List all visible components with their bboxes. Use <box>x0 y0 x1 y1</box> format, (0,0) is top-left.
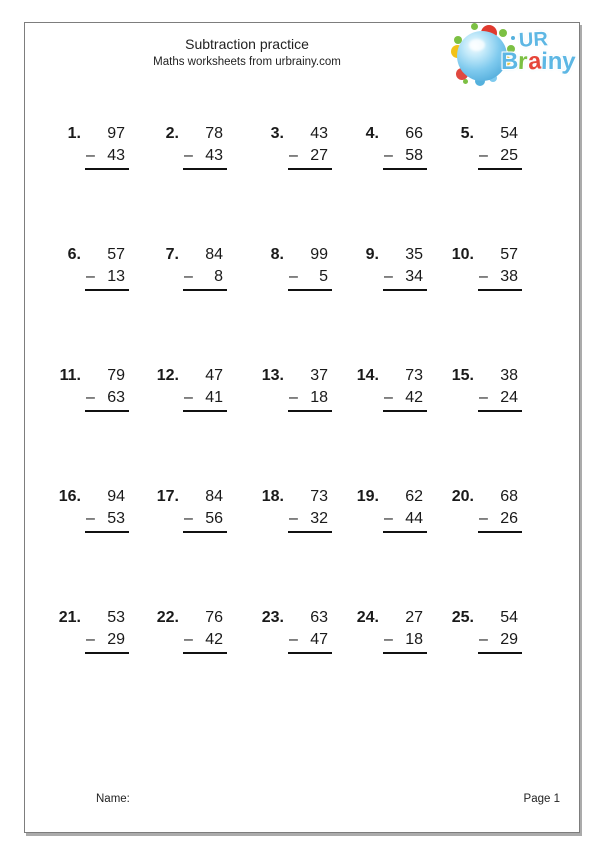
problem-calc <box>478 123 522 170</box>
logo-dot <box>511 36 515 40</box>
minuend: 43 <box>310 125 328 142</box>
minus-sign: – <box>384 147 393 164</box>
subtrahend-row <box>478 629 522 654</box>
logo-letter: B <box>501 48 519 75</box>
problem-calc <box>478 365 522 412</box>
minuend: 79 <box>107 367 125 384</box>
subtraction-problem <box>252 607 347 728</box>
subtraction-problem <box>347 486 442 607</box>
subtrahend: 13 <box>107 268 125 285</box>
problem-calc <box>383 123 427 170</box>
problem-number: 7. <box>165 246 179 263</box>
subtrahend-row <box>183 387 227 412</box>
subtrahend-row <box>183 266 227 291</box>
worksheet-page <box>24 22 580 833</box>
minus-sign: – <box>86 147 95 164</box>
minuend: 99 <box>310 246 328 263</box>
subtrahend-row <box>85 145 129 170</box>
problem-calc <box>478 607 522 654</box>
problem-number: 21. <box>58 609 81 626</box>
minuend: 76 <box>205 609 223 626</box>
problem-calc <box>478 486 522 533</box>
subtrahend-row <box>478 387 522 412</box>
problem-number: 22. <box>156 609 179 626</box>
minuend: 57 <box>500 246 518 263</box>
minus-sign: – <box>86 510 95 527</box>
problem-calc <box>183 244 227 291</box>
minus-sign: – <box>289 147 298 164</box>
minuend: 94 <box>107 488 125 505</box>
logo-letter: y <box>561 47 577 76</box>
problem-calc <box>288 486 332 533</box>
logo-letter: a <box>526 47 543 76</box>
minus-sign: – <box>86 268 95 285</box>
minus-sign: – <box>479 268 488 285</box>
subtrahend: 44 <box>405 510 423 527</box>
logo-dot <box>499 29 507 37</box>
minuend: 78 <box>205 125 223 142</box>
subtraction-problem <box>252 244 347 365</box>
subtraction-problem <box>442 486 522 607</box>
subtrahend: 53 <box>107 510 125 527</box>
minuend: 66 <box>405 125 423 142</box>
subtraction-problem <box>49 365 147 486</box>
logo-dot <box>463 79 468 84</box>
minus-sign: – <box>479 631 488 648</box>
problem-calc <box>183 486 227 533</box>
problem-calc <box>288 607 332 654</box>
problem-number: 25. <box>451 609 474 626</box>
subtrahend-row <box>383 145 427 170</box>
minuend: 54 <box>500 125 518 142</box>
problem-calc <box>183 123 227 170</box>
minuend: 27 <box>405 609 423 626</box>
subtrahend: 18 <box>310 389 328 406</box>
subtrahend: 18 <box>405 631 423 648</box>
subtrahend: 41 <box>205 389 223 406</box>
problem-calc <box>85 486 129 533</box>
subtraction-problem <box>49 607 147 728</box>
subtraction-problem <box>147 244 252 365</box>
subtraction-problem <box>147 123 252 244</box>
problem-number: 11. <box>59 367 81 384</box>
problem-number: 23. <box>261 609 284 626</box>
subtrahend-row <box>183 508 227 533</box>
subtrahend: 58 <box>405 147 423 164</box>
subtrahend-row <box>383 387 427 412</box>
subtrahend: 43 <box>205 147 223 164</box>
page-footer <box>96 793 560 805</box>
minus-sign: – <box>86 631 95 648</box>
problem-calc <box>183 607 227 654</box>
problem-number: 15. <box>451 367 474 384</box>
problem-calc <box>85 607 129 654</box>
subtraction-problem <box>252 365 347 486</box>
subtrahend: 56 <box>205 510 223 527</box>
minuend: 68 <box>500 488 518 505</box>
minuend: 97 <box>107 125 125 142</box>
subtrahend-row <box>383 629 427 654</box>
subtraction-problem <box>49 123 147 244</box>
problem-number: 5. <box>460 125 474 142</box>
minuend: 73 <box>310 488 328 505</box>
problem-calc <box>85 365 129 412</box>
subtraction-problem <box>49 244 147 365</box>
page-title: Subtraction practice <box>185 36 309 52</box>
problem-number: 18. <box>261 488 284 505</box>
subtraction-problem <box>147 607 252 728</box>
minus-sign: – <box>384 268 393 285</box>
minus-sign: – <box>289 631 298 648</box>
subtraction-problem <box>347 244 442 365</box>
problem-number: 9. <box>365 246 379 263</box>
problems-grid <box>49 123 522 728</box>
minus-sign: – <box>86 389 95 406</box>
subtraction-problem <box>49 486 147 607</box>
subtrahend-row <box>478 266 522 291</box>
minus-sign: – <box>384 389 393 406</box>
problem-number: 12. <box>156 367 179 384</box>
problem-number: 1. <box>67 125 81 142</box>
problem-calc <box>383 244 427 291</box>
minuend: 47 <box>205 367 223 384</box>
urbrainy-logo <box>453 28 578 90</box>
subtrahend: 5 <box>319 268 328 285</box>
subtrahend-row <box>478 508 522 533</box>
minuend: 62 <box>405 488 423 505</box>
subtraction-problem <box>347 365 442 486</box>
subtrahend: 25 <box>500 147 518 164</box>
problem-number: 4. <box>365 125 379 142</box>
minuend: 37 <box>310 367 328 384</box>
problem-number: 20. <box>451 488 474 505</box>
subtrahend: 29 <box>500 631 518 648</box>
subtrahend-row <box>288 266 332 291</box>
problem-number: 8. <box>270 246 284 263</box>
subtrahend: 29 <box>107 631 125 648</box>
problem-calc <box>383 365 427 412</box>
minuend: 35 <box>405 246 423 263</box>
problem-calc <box>288 244 332 291</box>
problem-number: 24. <box>356 609 379 626</box>
minus-sign: – <box>479 389 488 406</box>
subtrahend-row <box>478 145 522 170</box>
problem-calc <box>85 123 129 170</box>
problem-number: 6. <box>67 246 81 263</box>
subtrahend: 26 <box>500 510 518 527</box>
minuend: 53 <box>107 609 125 626</box>
problem-number: 10. <box>451 246 474 263</box>
subtrahend: 34 <box>405 268 423 285</box>
problem-number: 13. <box>261 367 284 384</box>
minus-sign: – <box>184 389 193 406</box>
logo-letter: n <box>547 48 563 75</box>
subtrahend: 24 <box>500 389 518 406</box>
subtraction-problem <box>442 123 522 244</box>
subtrahend-row <box>383 266 427 291</box>
problem-calc <box>288 365 332 412</box>
subtrahend-row <box>288 629 332 654</box>
subtraction-problem <box>147 486 252 607</box>
logo-letter: i <box>540 47 549 76</box>
problem-calc <box>85 244 129 291</box>
globe-highlight <box>469 39 485 51</box>
subtrahend-row <box>85 508 129 533</box>
minuend: 63 <box>310 609 328 626</box>
subtrahend-row <box>383 508 427 533</box>
subtrahend-row <box>183 629 227 654</box>
subtrahend: 42 <box>205 631 223 648</box>
minuend: 54 <box>500 609 518 626</box>
minus-sign: – <box>184 147 193 164</box>
minus-sign: – <box>184 510 193 527</box>
minuend: 38 <box>500 367 518 384</box>
name-label: Name: <box>96 793 130 805</box>
problem-number: 16. <box>58 488 81 505</box>
problem-calc <box>383 486 427 533</box>
minus-sign: – <box>479 510 488 527</box>
problem-number: 17. <box>156 488 179 505</box>
globe-icon <box>457 31 507 81</box>
subtrahend-row <box>85 266 129 291</box>
subtraction-problem <box>252 123 347 244</box>
logo-letter: r <box>517 47 529 76</box>
minus-sign: – <box>289 268 298 285</box>
problem-number: 2. <box>165 125 179 142</box>
logo-ur-text: UR <box>518 28 549 52</box>
subtrahend: 43 <box>107 147 125 164</box>
subtraction-problem <box>252 486 347 607</box>
minus-sign: – <box>384 510 393 527</box>
subtrahend-row <box>288 387 332 412</box>
page-subtitle: Maths worksheets from urbrainy.com <box>153 56 341 68</box>
problem-number: 3. <box>270 125 284 142</box>
subtraction-problem <box>442 607 522 728</box>
subtrahend-row <box>85 629 129 654</box>
subtrahend: 38 <box>500 268 518 285</box>
page-number: Page 1 <box>523 793 560 805</box>
problem-calc <box>183 365 227 412</box>
problem-calc <box>288 123 332 170</box>
subtraction-problem <box>442 365 522 486</box>
minus-sign: – <box>184 631 193 648</box>
minuend: 57 <box>107 246 125 263</box>
minuend: 84 <box>205 488 223 505</box>
minus-sign: – <box>384 631 393 648</box>
subtrahend: 27 <box>310 147 328 164</box>
problem-number: 19. <box>356 488 379 505</box>
subtrahend: 42 <box>405 389 423 406</box>
minuend: 84 <box>205 246 223 263</box>
subtrahend: 8 <box>214 268 223 285</box>
minuend: 73 <box>405 367 423 384</box>
subtrahend: 63 <box>107 389 125 406</box>
problem-calc <box>383 607 427 654</box>
subtrahend-row <box>288 145 332 170</box>
subtraction-problem <box>347 123 442 244</box>
subtrahend-row <box>183 145 227 170</box>
logo-dot <box>471 23 478 30</box>
problem-number: 14. <box>356 367 379 384</box>
subtraction-problem <box>442 244 522 365</box>
minus-sign: – <box>289 389 298 406</box>
subtraction-problem <box>347 607 442 728</box>
subtrahend: 47 <box>310 631 328 648</box>
subtrahend-row <box>288 508 332 533</box>
subtrahend: 32 <box>310 510 328 527</box>
subtraction-problem <box>147 365 252 486</box>
minus-sign: – <box>479 147 488 164</box>
minus-sign: – <box>289 510 298 527</box>
problem-calc <box>478 244 522 291</box>
minus-sign: – <box>184 268 193 285</box>
subtrahend-row <box>85 387 129 412</box>
logo-brainy-text <box>501 48 576 76</box>
